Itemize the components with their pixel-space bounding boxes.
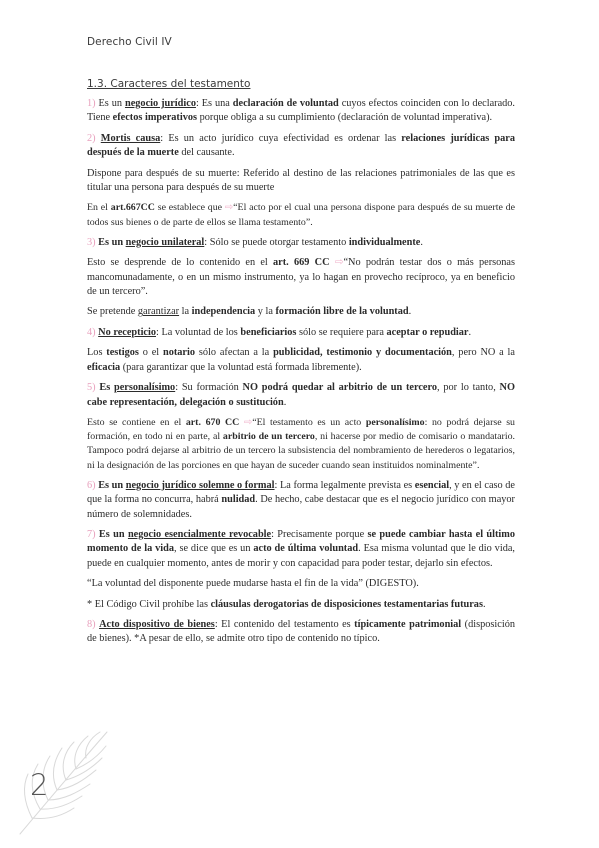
- text-run: En el: [87, 202, 111, 214]
- text-run: y la: [255, 306, 276, 318]
- arrow-right-icon: ⇨: [334, 257, 344, 269]
- text-run: (para garantizar que la voluntad está formada libremente).: [120, 361, 362, 373]
- text-run: : no podrá dejarse su formación, en todo ni en parte, al: [87, 416, 515, 443]
- text-run: .: [482, 598, 486, 610]
- bold-text: testigos: [106, 347, 139, 359]
- text-run: : Es un acto jurídico cuya efectividad es ordenar las: [160, 132, 402, 144]
- bold-text: Es un: [98, 236, 126, 248]
- bold-text: publicidad, testimonio y documentación: [273, 347, 452, 359]
- paragraph-p15: [87, 598, 515, 612]
- text-run: garantizar: [137, 306, 180, 318]
- bold-text: efectos imperativos: [112, 112, 198, 124]
- paragraph-p1: [87, 97, 515, 126]
- arrow-right-icon: ⇨: [243, 416, 253, 428]
- text-run: . De hecho, cabe destacar que es el negocio jurídico con mayor número de solemnidades.: [87, 494, 515, 520]
- text-run: . Esa misma voluntad que le dio vida, puede en cualquier momento, antes de morir y con capacidad para poder testar, dejarlo sin efectos.: [87, 543, 515, 569]
- bold-text: beneficiarios: [240, 326, 297, 338]
- text-run: .: [420, 236, 423, 248]
- bold-text: Es un: [98, 479, 126, 491]
- item-number: 5): [87, 382, 100, 394]
- bold-text: acto de última voluntad: [253, 543, 359, 555]
- text-run: se establece que: [154, 202, 225, 214]
- text-run: , y en el caso de que la forma no concurra, habrá: [87, 479, 515, 506]
- item-number: 4): [87, 326, 99, 338]
- paragraph-p2: [87, 132, 515, 161]
- bold-text: negocio unilateral: [125, 236, 205, 248]
- text-run: .: [283, 396, 287, 408]
- text-run: Los: [87, 347, 107, 359]
- bold-text: cláusulas derogatorias de disposiciones testamentarias futuras: [210, 598, 483, 610]
- paragraph-p11: [87, 416, 515, 473]
- bold-text: art. 669 CC: [273, 257, 330, 269]
- bold-text: arbitrio de un tercero: [222, 431, 315, 443]
- bold-text: Acto dispositivo de bienes: [99, 618, 215, 630]
- item-number: 8): [87, 618, 100, 630]
- bold-text: art. 670 CC: [185, 416, 240, 428]
- bold-text: declaración de voluntad: [232, 98, 339, 109]
- text-run: sólo afectan a la: [195, 347, 274, 359]
- text-run: .: [408, 306, 412, 318]
- bold-text: nulidad: [221, 494, 256, 506]
- text-run: * El Código Civil prohíbe las: [87, 598, 211, 610]
- text-run: , se dice que es un: [174, 543, 254, 555]
- text-run: : Sólo se puede otorgar testamento: [204, 236, 349, 248]
- text-run: : Precisamente porque: [271, 528, 368, 540]
- bold-text: negocio jurídico solemne o formal: [125, 479, 275, 491]
- text-run: : La forma legalmente prevista es: [274, 479, 415, 491]
- bold-text: típicamente patrimonial: [354, 618, 462, 630]
- paragraph-p3: [87, 167, 515, 196]
- text-run: “El testamento es un acto: [252, 416, 366, 428]
- bold-text: formación libre de la voluntad: [275, 306, 409, 318]
- item-number: 2): [87, 132, 101, 144]
- text-run: : Su formación: [175, 382, 243, 394]
- bold-text: negocio esencialmente revocable: [127, 528, 272, 540]
- document-header: Derecho Civil IV: [87, 36, 172, 48]
- text-run: , pero NO a la: [451, 347, 515, 359]
- bold-text: No recepticio: [98, 326, 157, 338]
- text-run: del causante.: [178, 147, 235, 159]
- text-run: porque obliga a su cumplimiento (declaración de voluntad imperativa).: [197, 112, 493, 124]
- text-run: Esto se desprende de lo contenido en el: [87, 257, 274, 269]
- text-run: Esto se contiene en el: [87, 416, 186, 428]
- paragraph-p12: [87, 479, 515, 522]
- bold-text: art.667CC: [110, 202, 155, 214]
- bold-text: independencia: [191, 306, 256, 318]
- paragraph-p4: [87, 201, 515, 229]
- paragraph-p5: [87, 236, 515, 250]
- text-run: Es un: [98, 98, 125, 109]
- text-run: Se pretende: [87, 306, 138, 318]
- paragraph-p10: [87, 381, 515, 410]
- text-run: : La voluntad de los: [156, 326, 241, 338]
- feather-icon: [2, 722, 122, 842]
- text-run: : Es una: [195, 98, 233, 109]
- item-number: 7): [87, 528, 99, 540]
- text-run: : El contenido del testamento es: [214, 618, 355, 630]
- arrow-right-icon: ⇨: [224, 202, 234, 214]
- bold-text: Es un: [98, 528, 128, 540]
- text-run: “No podrán testar dos o más personas mancomunadamente, o en un mismo instrumento, ya lo hagan en provecho recíproco, ya en beneficio de un tercero”.: [87, 257, 516, 298]
- bold-text: se puede cambiar hasta el último momento de la vida: [87, 528, 515, 555]
- text-run: (disposición de bienes). *A pesar de ello, se admite otro tipo de contenido no típico.: [87, 618, 516, 645]
- bold-text: eficacia: [87, 361, 121, 373]
- bold-text: Es: [99, 382, 114, 394]
- document-body: [87, 97, 515, 653]
- item-number: 6): [87, 479, 99, 491]
- item-number: 1): [87, 98, 99, 109]
- bold-text: aceptar o repudiar: [386, 326, 469, 338]
- bold-text: NO podrá quedar al arbitrio de un tercero: [242, 382, 438, 394]
- bold-text: negocio jurídico: [124, 98, 196, 109]
- paragraph-p9: [87, 346, 515, 375]
- page-number: 2: [30, 768, 49, 802]
- paragraph-p14: [87, 577, 515, 591]
- text-run: cuyos efectos coinciden con lo declarado. Tiene: [87, 98, 516, 124]
- paragraph-p6: [87, 256, 515, 299]
- bold-text: relaciones jurídicas para después de la muerte: [87, 132, 515, 159]
- paragraph-p7: [87, 305, 515, 319]
- item-number: 3): [87, 236, 99, 248]
- text-run: “El acto por el cual una persona dispone para después de su muerte de todos sus bienes o de parte de ellos se llama testamento”.: [87, 202, 515, 228]
- paragraph-p13: [87, 528, 515, 571]
- bold-text: esencial: [414, 479, 450, 491]
- paragraph-p16: [87, 618, 515, 647]
- bold-text: personalísimo: [113, 382, 176, 394]
- paragraph-p8: [87, 326, 515, 340]
- text-run: Dispone para después de su muerte: Referido al destino de las relaciones patrimoniales de las que es titular una persona para después de su muerte: [87, 167, 515, 194]
- text-run: o el: [138, 347, 163, 359]
- text-run: .: [468, 326, 472, 338]
- bold-text: notario: [162, 347, 196, 359]
- text-run: la: [179, 306, 192, 318]
- bold-text: personalísimo: [365, 416, 425, 428]
- text-run: sólo se requiere para: [296, 326, 387, 338]
- text-run: , ni hacerse por medio de comisario o mandatario. Tampoco podrá dejarse al arbitrio de un tercero la subsistencia del nombramiento de herederos o legatarios, ni la designación de las porciones en que hayan de suceder cuando sean instituidos nominalmente”.: [87, 431, 515, 471]
- bold-text: individualmente: [348, 236, 421, 248]
- bold-text: Mortis causa: [100, 132, 161, 144]
- text-run: “La voluntad del disponente puede mudarse hasta el fin de la vida” (DIGESTO).: [87, 578, 419, 590]
- bold-text: NO cabe representación, delegación o sustitución: [87, 382, 515, 408]
- text-run: , por lo tanto,: [437, 382, 500, 394]
- section-title: 1.3. Caracteres del testamento: [87, 78, 251, 90]
